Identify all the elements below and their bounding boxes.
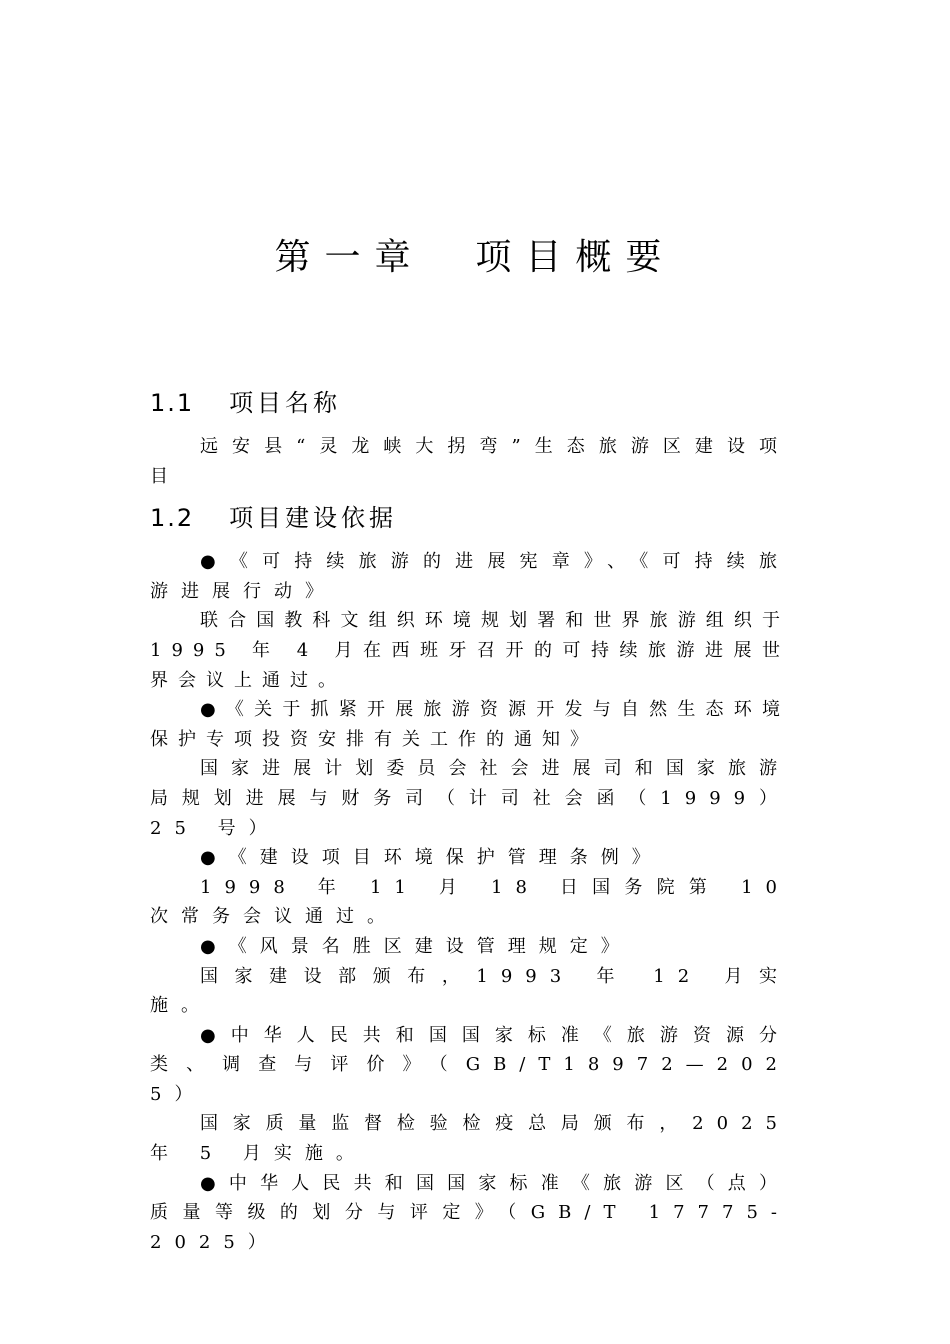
- section-number: 1.2: [150, 504, 195, 533]
- bullet-item: ●《建设项目环境保护管理条例》: [200, 847, 663, 869]
- section-title: 项目建设依据: [229, 504, 398, 533]
- section-heading-1-2: [150, 503, 790, 533]
- section-number: 1.1: [150, 389, 195, 417]
- section-title: 项目名称: [229, 389, 342, 417]
- paragraph: 1998 年 11 月 18 日国务院第 10 次常务会议通过。: [150, 876, 790, 928]
- bullet-item: ●《关于抓紧开展旅游资源开发与自然生态环境保护专项投资安排有关工作的通知》: [150, 699, 790, 750]
- bullet-item: ●《可持续旅游的进展宪章》、《可持续旅游进展行动》: [150, 551, 790, 602]
- paragraph: 国家进展计划委员会社会进展司和国家旅游局规划进展与财务司（计司社会函（1999）25 号）: [150, 758, 790, 839]
- paragraph: 国家质量监督检验检疫总局颁布，2025 年 5 月实施。: [150, 1113, 790, 1165]
- section-heading-1-1: [150, 388, 790, 418]
- paragraph: 联合国教科文组织环境规划署和世界旅游组织于 1995 年 4 月在西班牙召开的可持续旅游进展世界会议上通过。: [150, 610, 790, 691]
- document-body: [150, 388, 790, 1257]
- chapter-title: 第一章 项目概要: [274, 237, 676, 278]
- bullet-item: ●中华人民共和国国家标准《旅游区（点）质量等级的划分与评定》（GB/T 17775-2025）: [150, 1172, 790, 1253]
- bullet-item: ●《风景名胜区建设管理规定》: [200, 935, 632, 957]
- paragraph-project-name: 远安县“灵龙峡大拐弯”生态旅游区建设项目: [150, 436, 790, 487]
- paragraph: 国家建设部颁布，1993 年 12 月实施。: [150, 965, 790, 1017]
- bullet-item: ●中华人民共和国国家标准《旅游资源分类、调查与评价》（GB/T18972—2025）: [150, 1024, 790, 1105]
